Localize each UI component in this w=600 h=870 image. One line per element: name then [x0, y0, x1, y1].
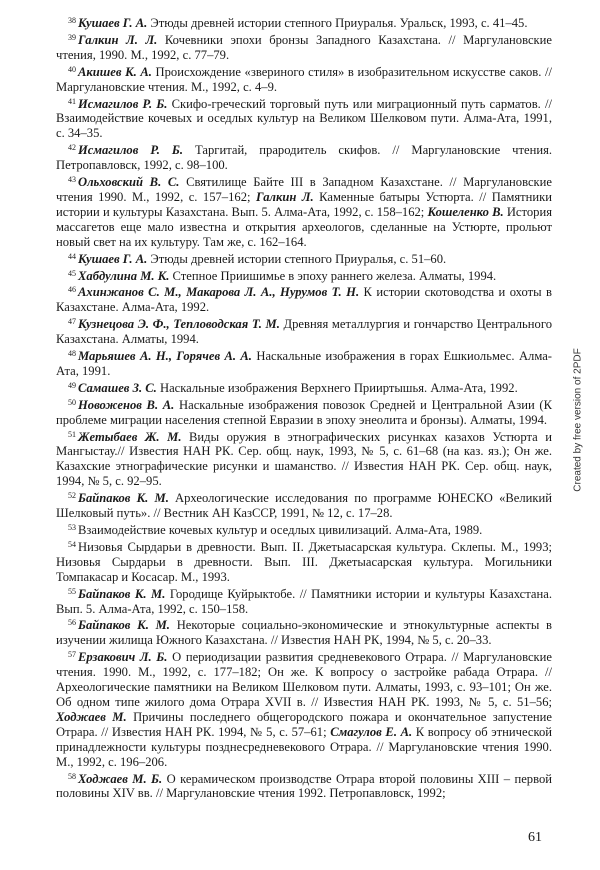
- footnote-38: [56, 14, 552, 31]
- footnote-author: Кошеленко В.: [427, 204, 504, 219]
- footnote-42: [56, 141, 552, 173]
- footnote-author: Ерзакович Л. Б.: [78, 650, 168, 665]
- footnote-54: [56, 538, 552, 585]
- footnote-text: Наскальные изображения Верхнего Прииртышья. Алма-Ата, 1992.: [156, 380, 518, 395]
- footnote-text: Городище Куйрыктобе. // Памятники истории и культуры Казахстана. Вып. 5. Алма-Ата, 1992, с. 150–158.: [56, 586, 552, 616]
- footnote-number: 56: [68, 618, 76, 628]
- footnote-author: Байпаков К. М.: [78, 586, 166, 601]
- footnote-58: [56, 770, 552, 802]
- footnote-40: [56, 63, 552, 95]
- footnote-text: Причины последнего общегородского пожара и окончательное запустение Отрара. // Известия НАН РК. 1994, № 5, с. 57–61;: [56, 709, 552, 739]
- footnote-number: 39: [68, 32, 76, 42]
- footnote-number: 47: [68, 317, 76, 327]
- footnote-text: К истории скотоводства и охоты в Казахстане. Алма-Ата, 1992.: [56, 285, 552, 315]
- footnote-48: [56, 347, 552, 379]
- footnote-number: 54: [68, 539, 76, 549]
- footnotes-block: [56, 14, 552, 801]
- footnote-55: [56, 585, 552, 617]
- footnote-text: Взаимодействие кочевых культур и оседлых цивилизаций. Алма-Ата, 1989.: [78, 523, 483, 537]
- footnote-text: Виды оружия в этнографических рисунках казахов Устюрта и Мангыстау.// Известия НАН РК. Сер. общ. наук, 1993, № 5, с. 61–68 (на каз. яз.); Он же. Казахские этнографические рисунки и шаманство. // Известия НАН РК. Сер. общ. наук, 1994, № 5, с. 92–95.: [56, 429, 552, 489]
- footnote-text: К вопросу об этнической принадлежности культуры позднесредневекового Отрара. // Маргулановские чтения 1990. М., 1992, с. 196–206.: [56, 724, 553, 769]
- footnote-44: [56, 250, 552, 267]
- footnote-number: 49: [68, 380, 76, 390]
- footnote-43: [56, 173, 552, 250]
- footnote-author: Ходжаев М.: [56, 709, 127, 724]
- footnote-author: Ольховский В. С.: [78, 175, 180, 190]
- footnote-author: Галкин Л.: [255, 189, 314, 204]
- footnote-number: 48: [68, 349, 76, 359]
- footnote-45: [56, 267, 552, 284]
- footnote-author: Кушаев Г. А.: [78, 16, 148, 30]
- footnote-text: О керамическом производстве Отрара второй половины XIII – первой половины XIV вв. // Маргулановские чтения 1992. Петропавловск, 1992;: [56, 771, 552, 801]
- footnote-author: Акишев К. А.: [78, 64, 152, 79]
- footnote-text: Этюды древней истории степного Приуралья. Уральск, 1993, с. 41–45.: [147, 16, 528, 30]
- footnote-46: [56, 283, 552, 315]
- footnote-text: Святилище Байте III в Западном Казахстане. // Маргулановские чтения 1990. М., 1992, с. 157–162;: [56, 175, 552, 204]
- footnote-number: 40: [68, 64, 76, 74]
- footnote-author: Кузнецова Э. Ф., Тепловодская Т. М.: [78, 317, 280, 332]
- footnote-number: 45: [68, 268, 76, 278]
- footnote-text: Скифо-греческий торговый путь или миграционный путь сарматов. // Взаимодействие кочевых и оседлых культур на Великом Шелковом пути. Алма-Ата, 1991, с. 34–35.: [56, 96, 552, 141]
- footnote-number: 43: [68, 175, 76, 185]
- footnote-author: Исмагилов Р. Б.: [78, 143, 184, 158]
- watermark-note: Created by free version of 2PDF: [572, 348, 584, 492]
- footnote-text: Таргитай, прародитель скифов. // Маргулановские чтения. Петропавловск, 1992, с. 98–100.: [56, 143, 553, 173]
- footnote-author: Байпаков К. М.: [78, 618, 170, 633]
- footnote-52: [56, 489, 552, 521]
- footnote-author: Хабдулина М. К.: [78, 268, 170, 283]
- footnote-number: 52: [68, 491, 76, 501]
- footnote-number: 57: [68, 650, 76, 660]
- footnote-author: Галкин Л. Л.: [78, 32, 158, 47]
- footnote-author: Ахинжанов С. М., Макарова Л. А., Нурумов Т. Н.: [78, 285, 360, 300]
- footnote-author: Кушаев Г. А.: [78, 251, 148, 266]
- footnote-number: 50: [68, 397, 76, 407]
- footnote-author: Байпаков К. М.: [78, 491, 169, 506]
- footnote-57: [56, 648, 552, 769]
- page-number: 61: [528, 830, 542, 845]
- footnote-text: Происхождение «звериного стиля» в изобразительном искусстве саков. // Маргулановские чтения. М., 1992, с. 4–9.: [56, 64, 552, 94]
- footnote-53: [56, 521, 552, 538]
- footnote-number: 42: [68, 143, 76, 153]
- footnote-author: Марьяшев А. Н., Горячев А. А.: [78, 349, 252, 364]
- footnote-text: Этюды древней истории степного Приуралья, с. 51–60.: [147, 251, 447, 266]
- footnote-47: [56, 315, 552, 347]
- footnote-number: 55: [68, 586, 76, 596]
- footnote-author: Жетыбаев Ж. М.: [78, 429, 182, 444]
- footnote-number: 38: [68, 16, 76, 25]
- footnote-number: 46: [68, 285, 76, 295]
- footnote-author: Смагулов Е. А.: [330, 724, 413, 739]
- footnote-number: 41: [68, 96, 76, 106]
- footnote-text: Степное Приишимье в эпоху раннего железа. Алматы, 1994.: [169, 268, 497, 283]
- footnote-56: [56, 616, 552, 648]
- footnote-text: Некоторые социально-экономические и этнокультурные аспекты в изучении жилища Южного Казахстана. // Известия НАН РК, 1994, № 5, с. 20–33.: [56, 618, 552, 648]
- footnote-text: Наскальные изображения повозок Средней и Центральной Азии (К проблеме миграции населения степной Евразии в эпоху энеолита и бронзы). Алматы, 1994.: [56, 397, 552, 427]
- footnote-39: [56, 31, 552, 63]
- footnote-text: История массагетов еще мало известна и открытия археологов, сделанные на Устюрте, прольют новый свет на их культуру. Там же, с. 162–164.: [56, 204, 552, 249]
- footnote-51: [56, 428, 552, 490]
- footnote-50: [56, 396, 552, 428]
- footnote-text: О периодизации развития средневекового Отрара. // Маргулановские чтения. 1990. М., 1992, с. 177–182; Он же. К вопросу о застройке рабада Отрара. // Археологические памятники на Великом Шелковом пути. Алматы, 1993, с. 93–101; Он же. Об одном типе жилого дома Отрара XVII в. // Известия НАН РК. 1993, № 5, с. 51–56;: [56, 650, 552, 709]
- footnote-author: Самашев З. С.: [78, 380, 157, 395]
- footnote-number: 53: [68, 523, 76, 532]
- footnote-text: Древняя металлургия и гончарство Центрального Казахстана. Алматы, 1994.: [56, 317, 552, 347]
- footnote-number: 51: [68, 429, 76, 439]
- footnote-number: 58: [68, 771, 76, 781]
- footnote-author: Ходжаев М. Б.: [78, 771, 163, 786]
- footnote-text: Наскальные изображения в горах Ешкиольмес. Алма-Ата, 1991.: [56, 349, 552, 378]
- footnote-number: 44: [68, 251, 76, 261]
- footnote-text: Каменные батыры Устюрта. // Памятники истории и культуры Казахстана. Вып. 5. Алма-Ата, 1992, с. 158–162;: [56, 189, 552, 219]
- footnote-author: Исмагилов Р. Б.: [78, 96, 168, 111]
- footnote-41: [56, 95, 552, 142]
- footnote-text: Археологические исследования по программе ЮНЕСКО «Великий Шелковый путь». // Вестник АН КазССР, 1991, № 12, с. 17–28.: [56, 491, 552, 521]
- footnote-49: [56, 379, 552, 396]
- footnote-author: Новоженов В. А.: [78, 397, 175, 412]
- footnote-text: Низовья Сырдарьи в древности. Вып. II. Джетыасарская культура. Склепы. М., 1993; Низовья Сырдарьи в древности. Вып. III. Джетыасарская культура. Могильники Томпакасар и Косасар. М., 1993.: [56, 539, 552, 584]
- footnote-text: Кочевники эпохи бронзы Западного Казахстана. // Маргулановские чтения, 1990. М., 1992, с. 77–79.: [56, 32, 552, 62]
